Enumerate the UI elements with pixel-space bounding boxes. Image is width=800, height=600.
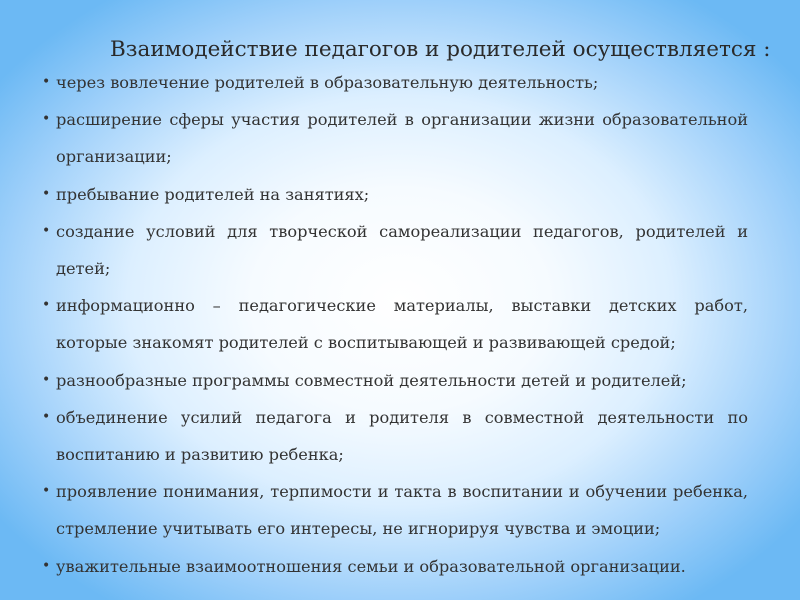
bullet-item: • объединение усилий педагога и родителя в совместной деятельности по воспитанию и развитию ребенка; — [42, 399, 748, 473]
bullet-item: • через вовлечение родителей в образовательную деятельность; — [42, 64, 748, 101]
bullet-item: • проявление понимания, терпимости и такта в воспитании и обучении ребенка, стремление учитывать его интересы, не игнорируя чувства и эмоции; — [42, 473, 748, 547]
bullet-item: • пребывание родителей на занятиях; — [42, 176, 748, 213]
bullet-item: • создание условий для творческой самореализации педагогов, родителей и детей; — [42, 213, 748, 287]
bullet-item: • уважительные взаимоотношения семьи и образовательной организации. — [42, 548, 748, 585]
bullet-list — [42, 64, 748, 585]
bullet-item: • информационно – педагогические материалы, выставки детских работ, которые знакомят родителей с воспитывающей и развивающей средой; — [42, 287, 748, 361]
bullet-item: • расширение сферы участия родителей в организации жизни образовательной организации; — [42, 101, 748, 175]
slide-title: Взаимодействие педагогов и родителей осуществляется : — [110, 37, 771, 62]
bullet-item: • разнообразные программы совместной деятельности детей и родителей; — [42, 362, 748, 399]
